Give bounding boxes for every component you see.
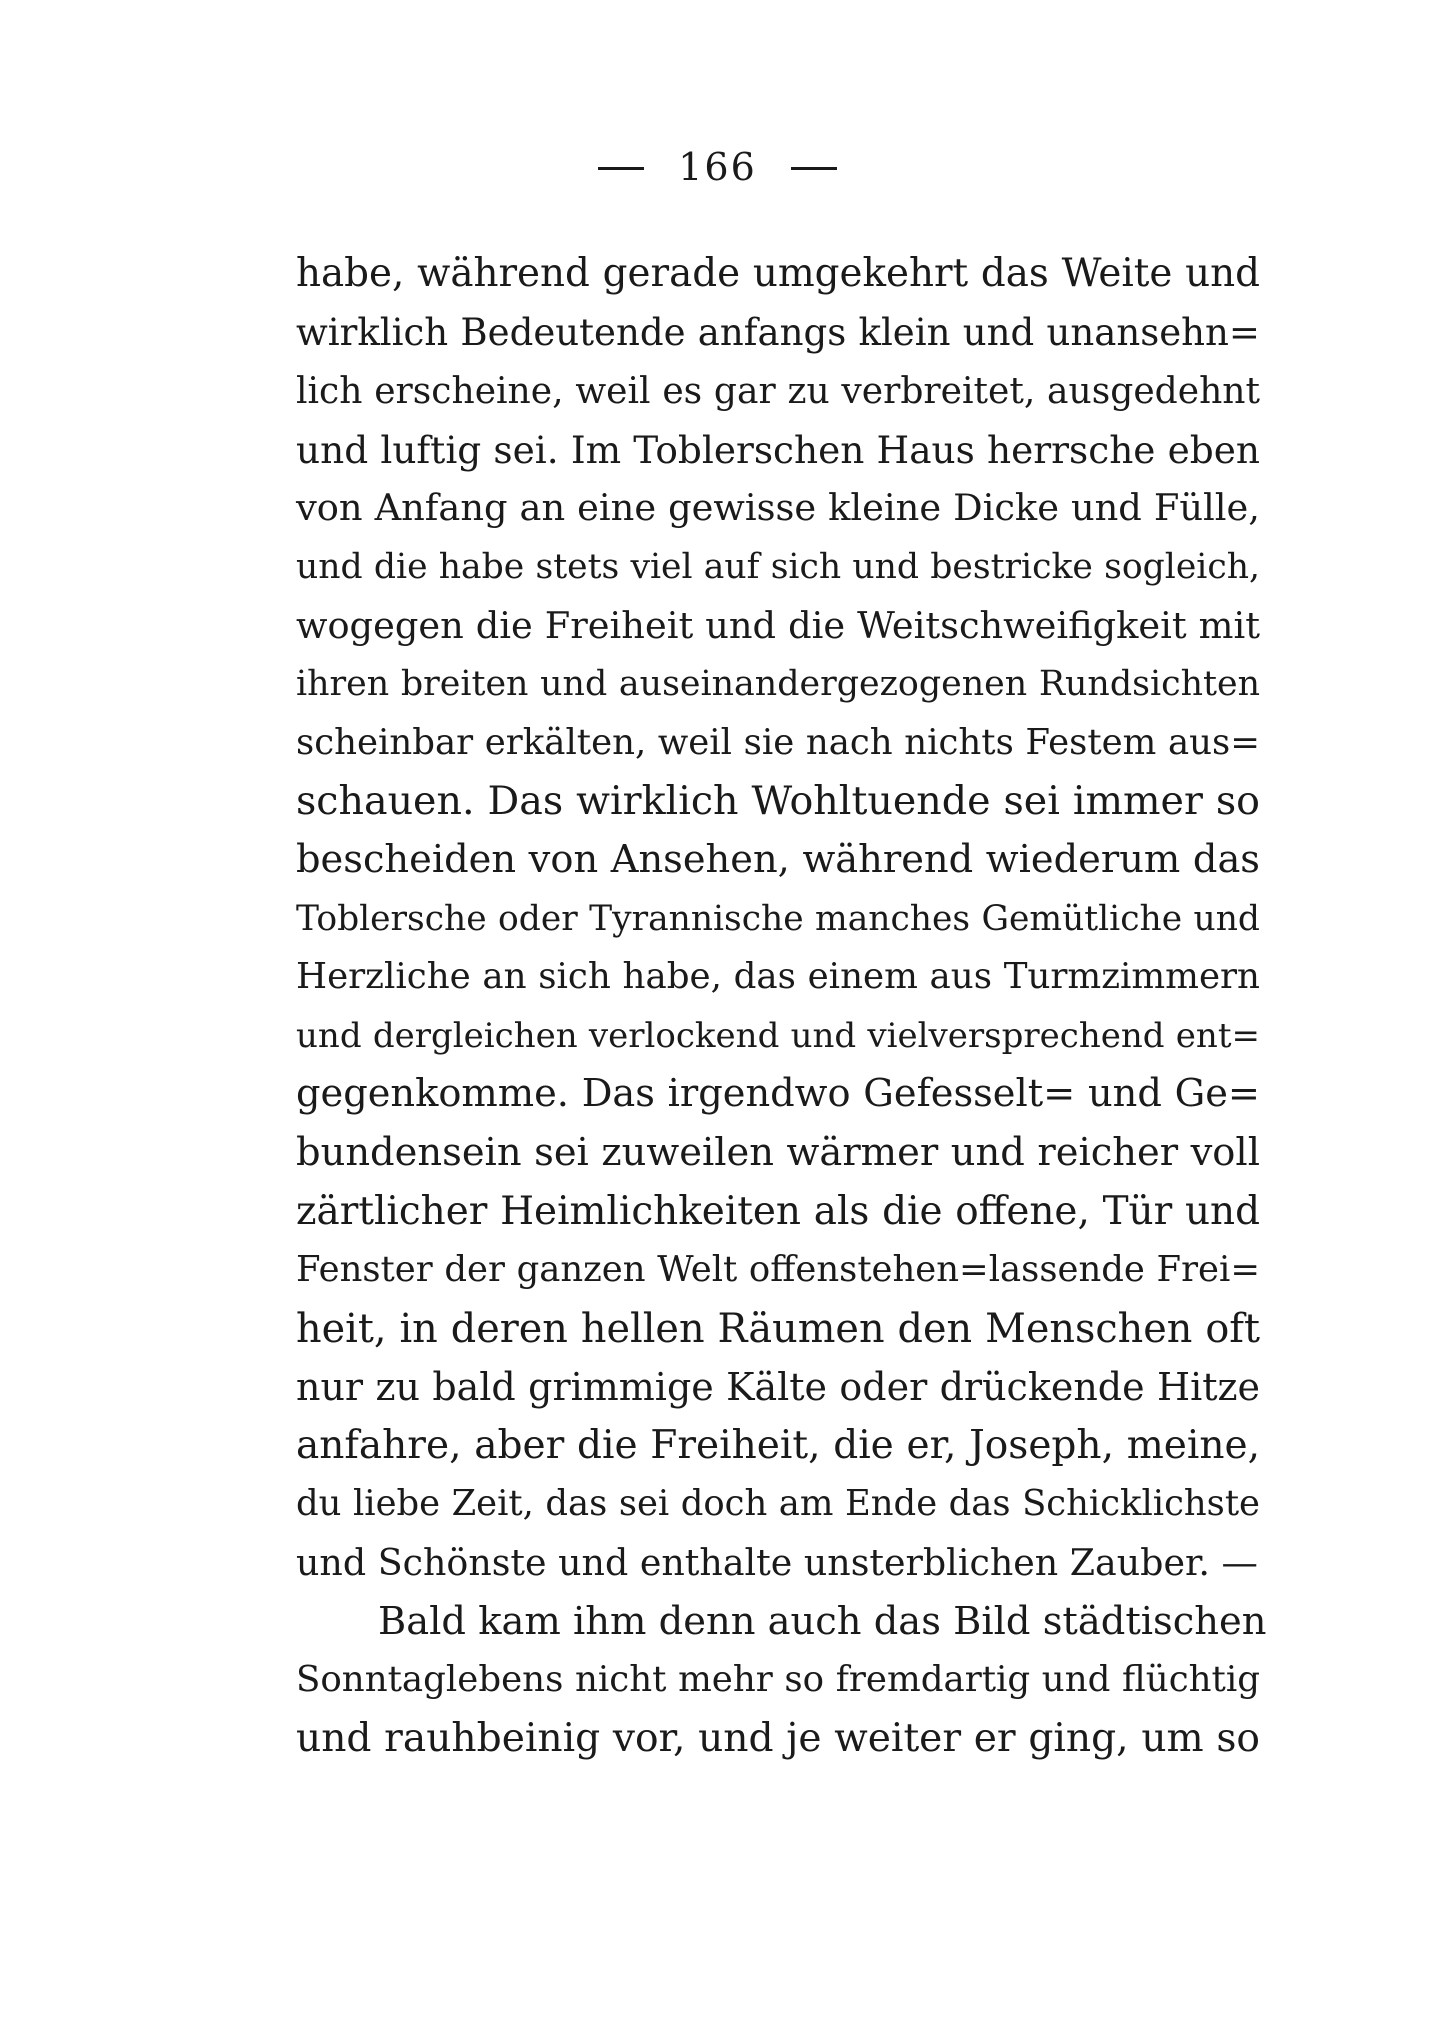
text-line: heit, in deren hellen Räumen den Menschen oft [296,1305,1260,1352]
text-line: anfahre, aber die Freiheit, die er, Joseph, meine, [296,1422,1260,1468]
text-line: du liebe Zeit, das sei doch am Ende das Schicklichste [296,1483,1260,1525]
text-line-paragraph-end: und Schönste und enthalte unsterblichen Zauber. — [296,1541,1258,1585]
page-number-header [0,145,1435,189]
page-number: 166 [678,145,757,189]
text-line: ihren breiten und auseinandergezogenen Rundsichten [296,664,1260,705]
text-line: Fenster der ganzen Welt offenstehen=lassende Frei= [296,1249,1260,1291]
body-text [296,245,1267,1768]
page-number-dash-left [598,167,644,170]
text-line: schauen. Das wirklich Wohltuende sei immer so [296,778,1260,825]
text-line: bundensein sei zuweilen wärmer und reicher voll [296,1129,1260,1175]
text-line: gegenkomme. Das irgendwo Gefesselt= und Ge= [296,1071,1260,1117]
text-line: lich erscheine, weil es gar zu verbreitet, ausgedehnt [296,370,1260,413]
text-line: und luftig sei. Im Toblerschen Haus herrsche eben [296,427,1260,472]
text-line: Herzliche an sich habe, das einem aus Turmzimmern [296,956,1260,998]
text-line: nur zu bald grimmige Kälte oder drückende Hitze [296,1365,1260,1410]
text-line: wirklich Bedeutende anfangs klein und unansehn= [296,310,1260,354]
text-line: von Anfang an eine gewisse kleine Dicke und Fülle, [296,486,1260,530]
text-line: zärtlicher Heimlichkeiten als die offene, Tür und [296,1188,1260,1234]
text-line: habe, während gerade umgekehrt das Weite und [296,251,1260,296]
text-line: Sonntaglebens nicht mehr so fremdartig und flüchtig [296,1659,1260,1701]
page-number-dash-right [791,167,837,170]
text-line: scheinbar erkälten, weil sie nach nichts Festem aus= [296,721,1260,763]
text-line: bescheiden von Ansehen, während wiederum das [296,836,1260,882]
text-line: und rauhbeinig vor, und je weiter er ging, um so [296,1715,1260,1761]
text-line: wogegen die Freiheit und die Weitschweifigkeit mit [296,603,1260,647]
text-line: und die habe stets viel auf sich und bestricke sogleich, [296,546,1260,587]
text-line-paragraph-start: Bald kam ihm denn auch das Bild städtischen [378,1598,1267,1644]
text-line: und dergleichen verlockend und vielversprechend ent= [296,1015,1260,1056]
text-line: Toblersche oder Tyrannische manches Gemütliche und [296,898,1260,939]
